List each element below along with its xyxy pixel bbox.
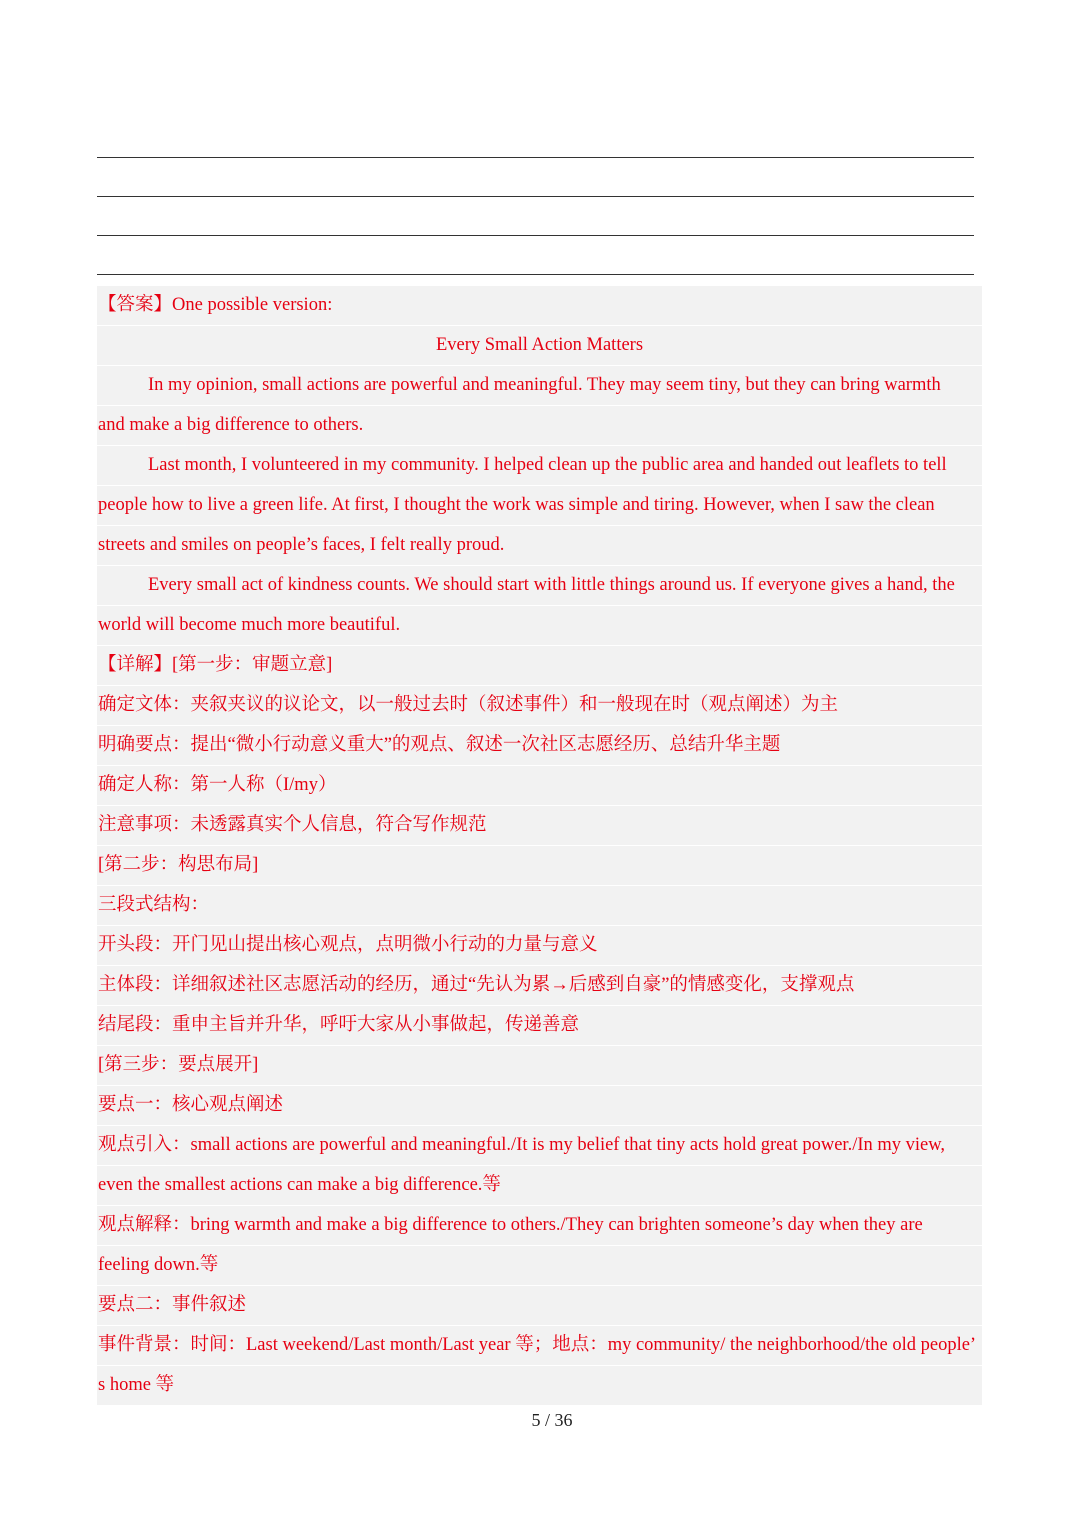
essay-line: Last month, I volunteered in my community. I helped clean up the public area and handed out leaflets to tell: [97, 446, 982, 486]
detail-line: 要点一：核心观点阐述: [97, 1086, 982, 1126]
answer-section: [97, 286, 982, 1406]
essay-line: people how to live a green life. At first, I thought the work was simple and tiring. However, when I saw the clean: [97, 486, 982, 526]
detail-line: 观点解释：bring warmth and make a big difference to others./They can brighten someone’s day when they are: [97, 1206, 982, 1246]
essay-line: In my opinion, small actions are powerful and meaningful. They may seem tiny, but they can bring warmth: [97, 366, 982, 406]
detail-line: 三段式结构：: [97, 886, 982, 926]
answer-heading: [97, 286, 982, 326]
detail-line: 主体段：详细叙述社区志愿活动的经历，通过“先认为累→后感到自豪”的情感变化，支撑观点: [97, 966, 982, 1006]
detail-line: 确定人称：第一人称（I/my）: [97, 766, 982, 806]
writing-line-2: [97, 196, 974, 197]
page-number: 5 / 36: [531, 1410, 573, 1430]
detail-line: s home 等: [97, 1366, 982, 1406]
detail-heading: [97, 646, 982, 686]
detail-line: 要点二：事件叙述: [97, 1286, 982, 1326]
detail-line: even the smallest actions can make a big difference.等: [97, 1166, 982, 1206]
essay-title: Every Small Action Matters: [97, 326, 982, 366]
detail-label: 【详解】: [98, 655, 173, 675]
essay-line: world will become much more beautiful.: [97, 606, 982, 646]
detail-line: 确定文体：夹叙夹议的议论文，以一般过去时（叙述事件）和一般现在时（观点阐述）为主: [97, 686, 982, 726]
essay-line: and make a big difference to others.: [97, 406, 982, 446]
detail-line: 结尾段：重申主旨并升华，呼吁大家从小事做起，传递善意: [97, 1006, 982, 1046]
detail-line: 注意事项：未透露真实个人信息，符合写作规范: [97, 806, 982, 846]
detail-line: feeling down.等: [97, 1246, 982, 1286]
detail-line: 开头段：开门见山提出核心观点，点明微小行动的力量与意义: [97, 926, 982, 966]
detail-line: [第一步：审题立意]: [172, 655, 333, 675]
writing-line-1: [97, 157, 974, 158]
answer-intro: One possible version:: [172, 295, 333, 315]
answer-label: 【答案】: [98, 295, 173, 315]
detail-line: 事件背景：时间：Last weekend/Last month/Last year 等；地点：my community/ the neighborhood/the old people’: [97, 1326, 982, 1366]
detail-line: [第二步：构思布局]: [97, 846, 982, 886]
detail-line: [第三步：要点展开]: [97, 1046, 982, 1086]
writing-line-4: [97, 274, 974, 275]
essay-line: streets and smiles on people’s faces, I felt really proud.: [97, 526, 982, 566]
detail-line: 明确要点：提出“微小行动意义重大”的观点、叙述一次社区志愿经历、总结升华主题: [97, 726, 982, 766]
detail-line: 观点引入：small actions are powerful and meaningful./It is my belief that tiny acts hold great power./In my view,: [97, 1126, 982, 1166]
essay-line: Every small act of kindness counts. We should start with little things around us. If everyone gives a hand, the: [97, 566, 982, 606]
writing-line-3: [97, 235, 974, 236]
